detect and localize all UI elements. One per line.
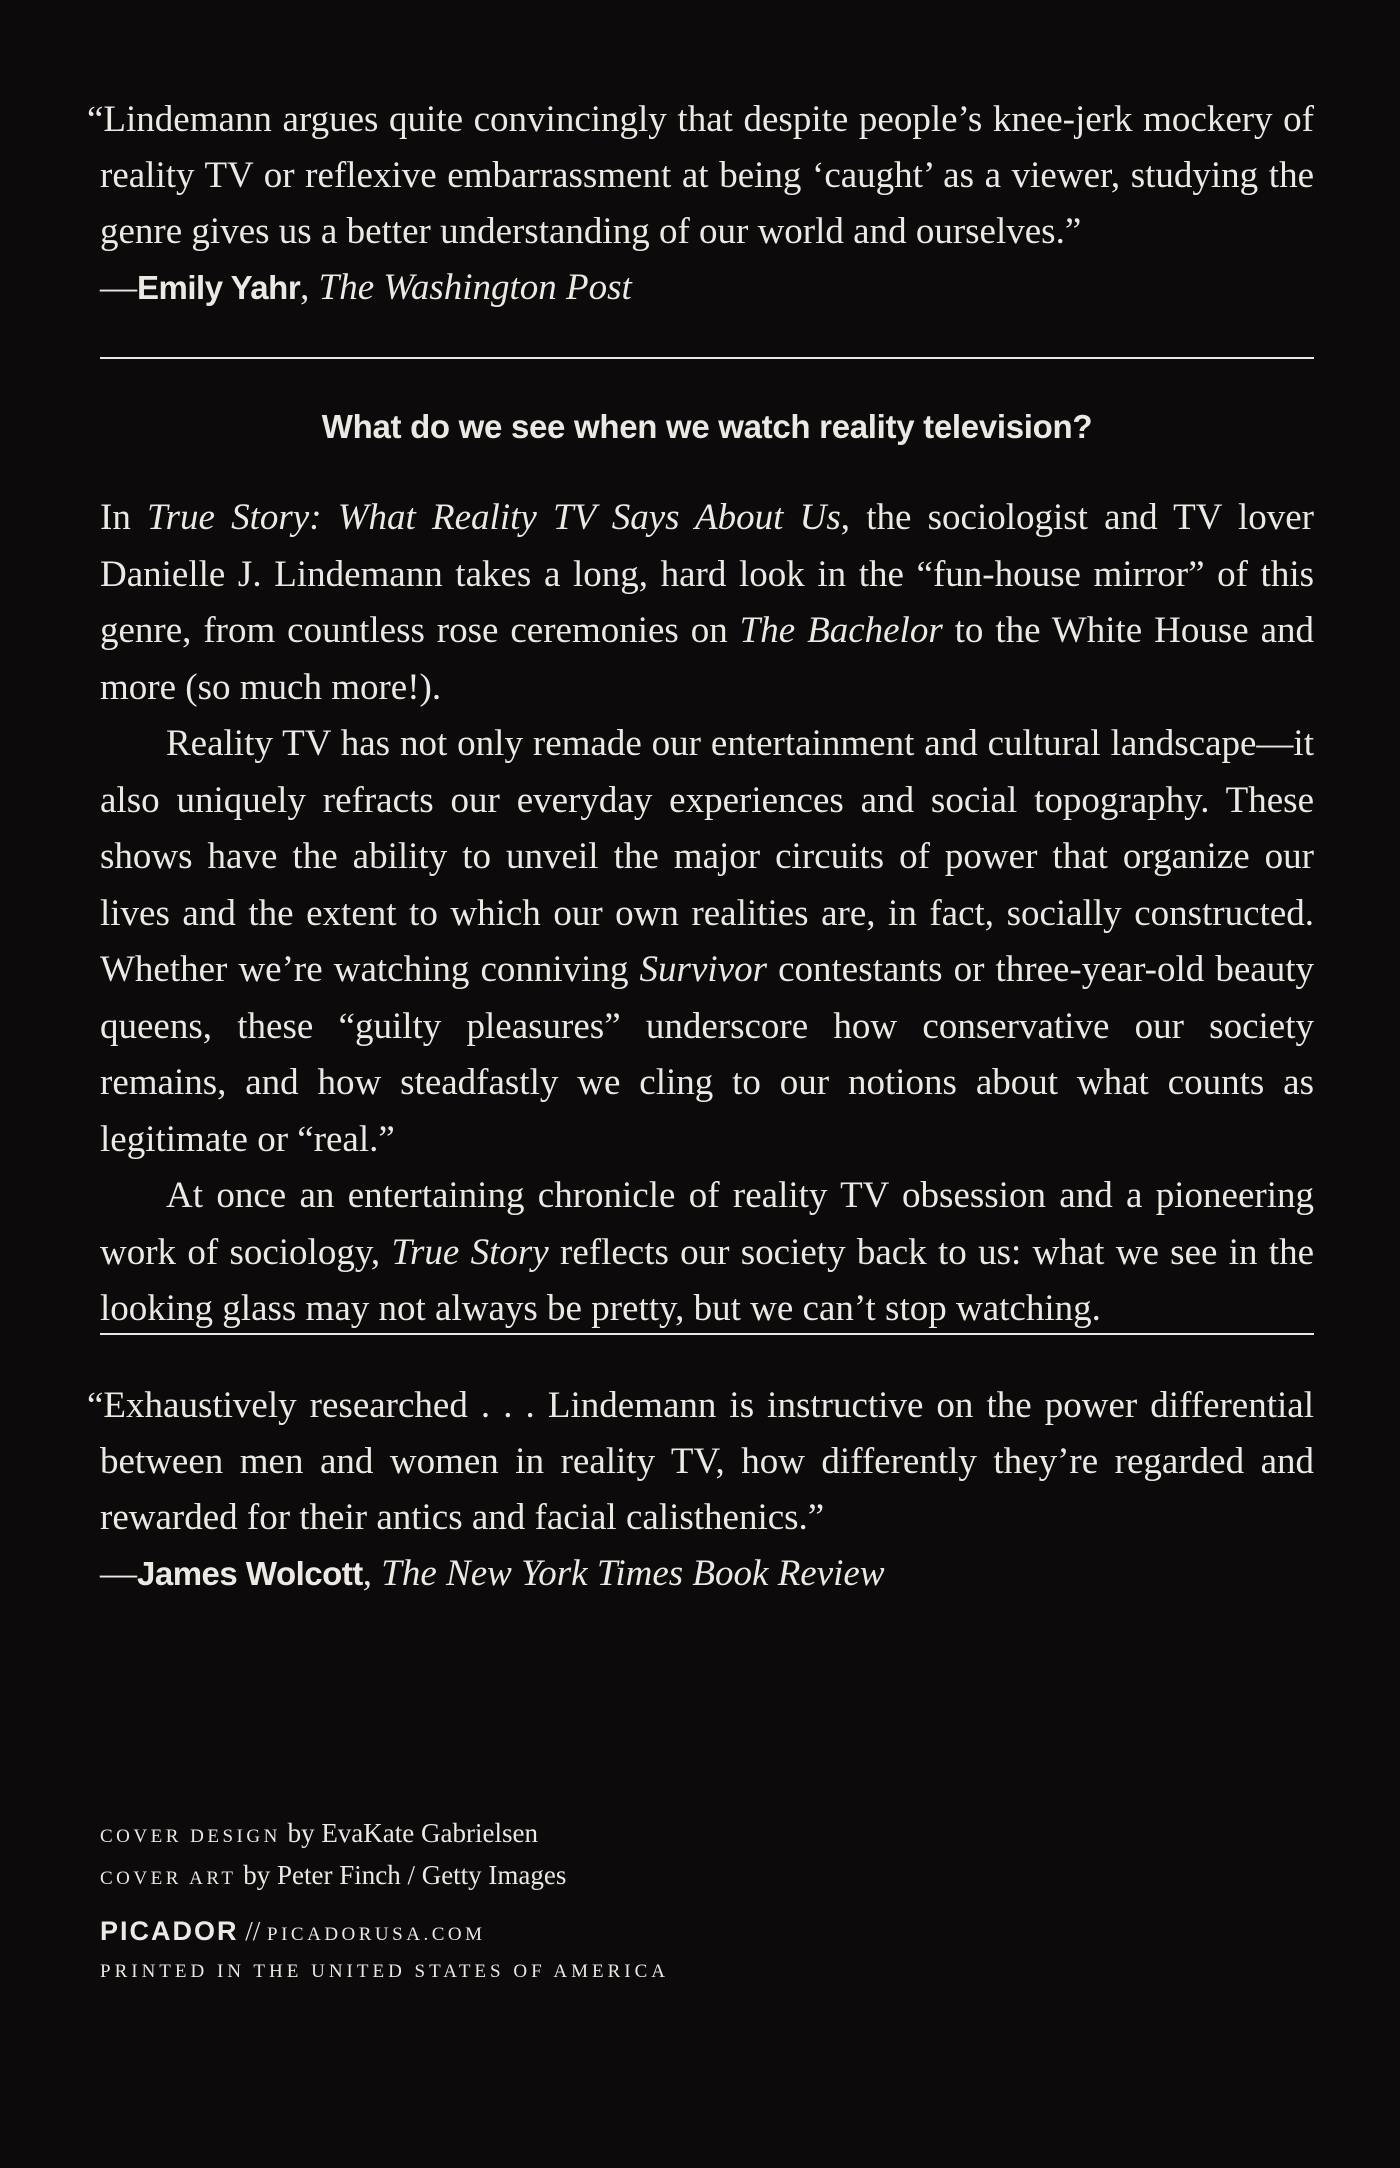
divider-bottom [100, 1333, 1314, 1335]
text-run: to the White House and more (so much more!). [100, 610, 1314, 708]
printed-in-notice: PRINTED IN THE UNITED STATES OF AMERICA [100, 1961, 669, 1982]
credit-label: COVER ART [100, 1868, 237, 1889]
text-run: In [100, 497, 148, 538]
text-run: At once an entertaining chronicle of reality TV obsession and a pioneering work of sociology, [100, 1175, 1314, 1273]
publisher-logo: PICADOR [100, 1916, 239, 1946]
description [100, 490, 1314, 1338]
bottom-review-quote: “Exhaustively researched . . . Lindemann is instructive on the power differential between men and women in reality TV, how differently they’re regarded and rewarded for their antics and facial calisthenics.” [87, 1385, 1314, 1538]
review-publication: The New York Times Book Review [381, 1553, 885, 1594]
publisher-line [100, 1911, 485, 1955]
credit-value: by Peter Finch / Getty Images [236, 1860, 567, 1890]
text-run: , the sociologist and TV lover Danielle J. Lindemann takes a long, hard look in the “fun-house mirror” of this genre, from countless rose ceremonies on [100, 497, 1314, 651]
credit-value: by EvaKate Gabrielsen [280, 1818, 538, 1848]
attribution-dash: — [100, 267, 137, 308]
bottom-review [87, 1378, 1314, 1602]
description-paragraph-3 [100, 1168, 1314, 1338]
top-review-attribution [100, 260, 1314, 316]
attribution-separator: , [362, 1553, 382, 1594]
credit-label: COVER DESIGN [100, 1826, 281, 1847]
review-publication: The Washington Post [318, 267, 632, 308]
text-run: contestants or three-year-old beauty queens, these “guilty pleasures” underscore how conservative our society remains, and how steadfastly we cling to our notions about what counts as legitimate or “real.” [100, 949, 1314, 1160]
book-title: True Story: What Reality TV Says About Us [147, 497, 841, 538]
description-paragraph-2 [100, 716, 1314, 1168]
show-title: Survivor [639, 949, 767, 990]
attribution-dash: — [100, 1553, 137, 1594]
text-run: Reality TV has not only remade our entertainment and cultural landscape—it also uniquely refracts our everyday experiences and social topography. These shows have the ability to unveil the major circuits of power that organize our lives and the extent to which our own realities are, in fact, socially constructed. Whether we’re watching conniving [100, 723, 1314, 990]
reviewer-name: Emily Yahr [137, 269, 301, 306]
description-paragraph-1 [100, 490, 1314, 716]
publisher-separator: // [238, 1916, 268, 1946]
publisher-website: PICADORUSA.COM [267, 1924, 486, 1945]
book-title: True Story [391, 1231, 549, 1273]
bottom-review-attribution [100, 1546, 1314, 1602]
cover-design-credit [100, 1814, 566, 1856]
headline: What do we see when we watch reality television? [321, 408, 1093, 445]
cover-credits [100, 1814, 566, 1898]
show-title: The Bachelor [739, 610, 943, 651]
attribution-separator: , [300, 267, 319, 308]
reviewer-name: James Wolcott [137, 1555, 363, 1592]
text-run: reflects our society back to us: what we see in the looking glass may not always be pretty, but we can’t stop watching. [100, 1231, 1314, 1329]
divider-top [100, 357, 1314, 359]
cover-art-credit [100, 1856, 566, 1898]
top-review-quote: “Lindemann argues quite convincingly that despite people’s knee-jerk mockery of reality TV or reflexive embarrassment at being ‘caught’ as a viewer, studying the genre gives us a better understanding of our world and ourselves.” [87, 99, 1314, 252]
top-review [87, 92, 1314, 316]
